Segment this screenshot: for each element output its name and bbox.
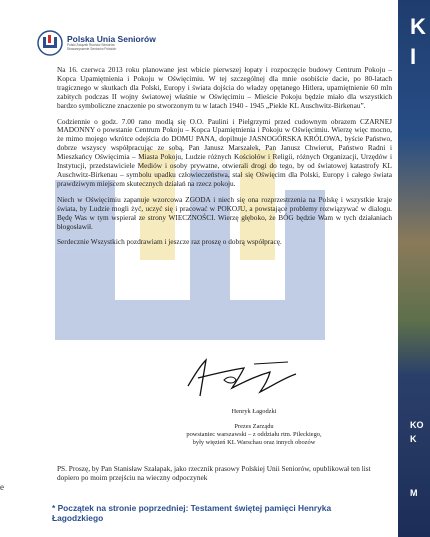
paragraph: Niech w Oświęcimiu zapanuje wzorcowa ZGODA i niech się ona rozprzestrzenia na Polskę i wszystkie kraje świata, by Ludzie mogli żyć, uczyć się i pracować w POKOJU, a powstające problemy rozwiązywać w dialogu. Będę Was w tym wspierał ze strony WIECZNOŚCI. Wierzę głęboko, że BÓG będzie Wam w tych działaniach błogosławił.	[57, 194, 392, 231]
margin-mark: e	[0, 482, 4, 492]
strip-small-text-1: KO	[410, 420, 424, 430]
handwritten-signature	[184, 352, 300, 402]
footer-note: * Początek na stronie poprzedniej: Testament świętej pamięci Henryka Łagodzkiego	[52, 503, 332, 523]
organization-logo	[37, 30, 156, 56]
signer-role: Prezes Zarządu	[234, 423, 274, 430]
paragraph: Codziennie o godz. 7.00 rano modlą się O.O. Paulini i Pielgrzymi przed cudownym obrazem CZARNEJ MADONNY o powstanie Centrum Pokoju – Kopca Upamiętnienia i Pokoju w Oświęcimiu. Wierzę więc mocno, że mimo mojego wkrótce odejścia do DOMU PANA, dopilnuje JASNOGÓRSKA KRÓLOWA, byście Państwo, dobrze wszyscy współpracując ze sobą, Pan Janusz Marszałek, Pan Janusz Chwierut, Państwo Radni i Mieszkańcy Oświęcimia – Miasta Pokoju, Ludzie różnych Kościołów i Religii, różnych Organizacji, Urzędów i Instytucji, przedstawiciele Mediów i osoby prywatne, otwierali drogi do tego, by od światowej katastrofy KL Auschwitz-Birkenau – symbolu upadku człowieczeństwa, stał się Oświęcim dla Polski, Europy i całego świata prawdziwym miejscem skutecznych działań na rzecz pokoju.	[57, 116, 392, 188]
paragraph: Na 16. czerwca 2013 roku planowane jest wbicie pierwszej łopaty i rozpoczęcie budowy Centrum Pokoju – Kopca Upamiętnienia i Pokoju w Oświęcimiu. W tej szczególnej dla mnie osobiście dacie, po 80-latach tragicznego w skutkach dla Polski, Europy i świata dojścia do władzy opętanego Hitlera, upamiętnienie 60 mln zabitych podczas II wojny światowej właśnie w Oświęcimiu – Mieście Pokoju będzie miało dla wszystkich bardzo symboliczne znaczenie po stworzonym tu w latach 1940 - 1945 „Piekle KL Auschwitz-Birkenau”.	[57, 65, 392, 110]
paragraph: Serdecznie Wszystkich pozdrawiam i jeszcze raz proszę o dobrą współpracę.	[57, 237, 282, 247]
strip-big-text-2: I	[410, 44, 417, 69]
letter-body	[57, 66, 392, 254]
logo-subtitle-2: Stowarzyszenie Seniorów Polskich	[67, 47, 117, 51]
side-photo-strip	[398, 0, 430, 537]
signature-block	[170, 408, 338, 447]
signer-detail-2: były więzień KL Warschau oraz innych obozów	[192, 439, 316, 446]
postscript: PS. Proszę, by Pan Stanisław Szałapak, jako rzecznik prasowy Polskiej Unii Seniorów, opublikował ten list dopiero po moim przejściu na wieczny odpoczynek	[57, 464, 371, 482]
logo-subtitle-1: Polski Związek Ruchów Seniorów	[67, 43, 115, 48]
logo-title: Polska Unia Seniorów	[67, 34, 156, 45]
signer-detail-1: powstaniec warszawski – z oddziału rtm. Pileckiego,	[186, 431, 322, 438]
logo-icon	[37, 30, 63, 56]
strip-big-text-1: K	[410, 14, 426, 39]
strip-small-text-3: M	[410, 488, 418, 498]
strip-small-text-2: K	[410, 434, 417, 444]
signer-name: Henryk Łagodzki	[231, 408, 277, 415]
